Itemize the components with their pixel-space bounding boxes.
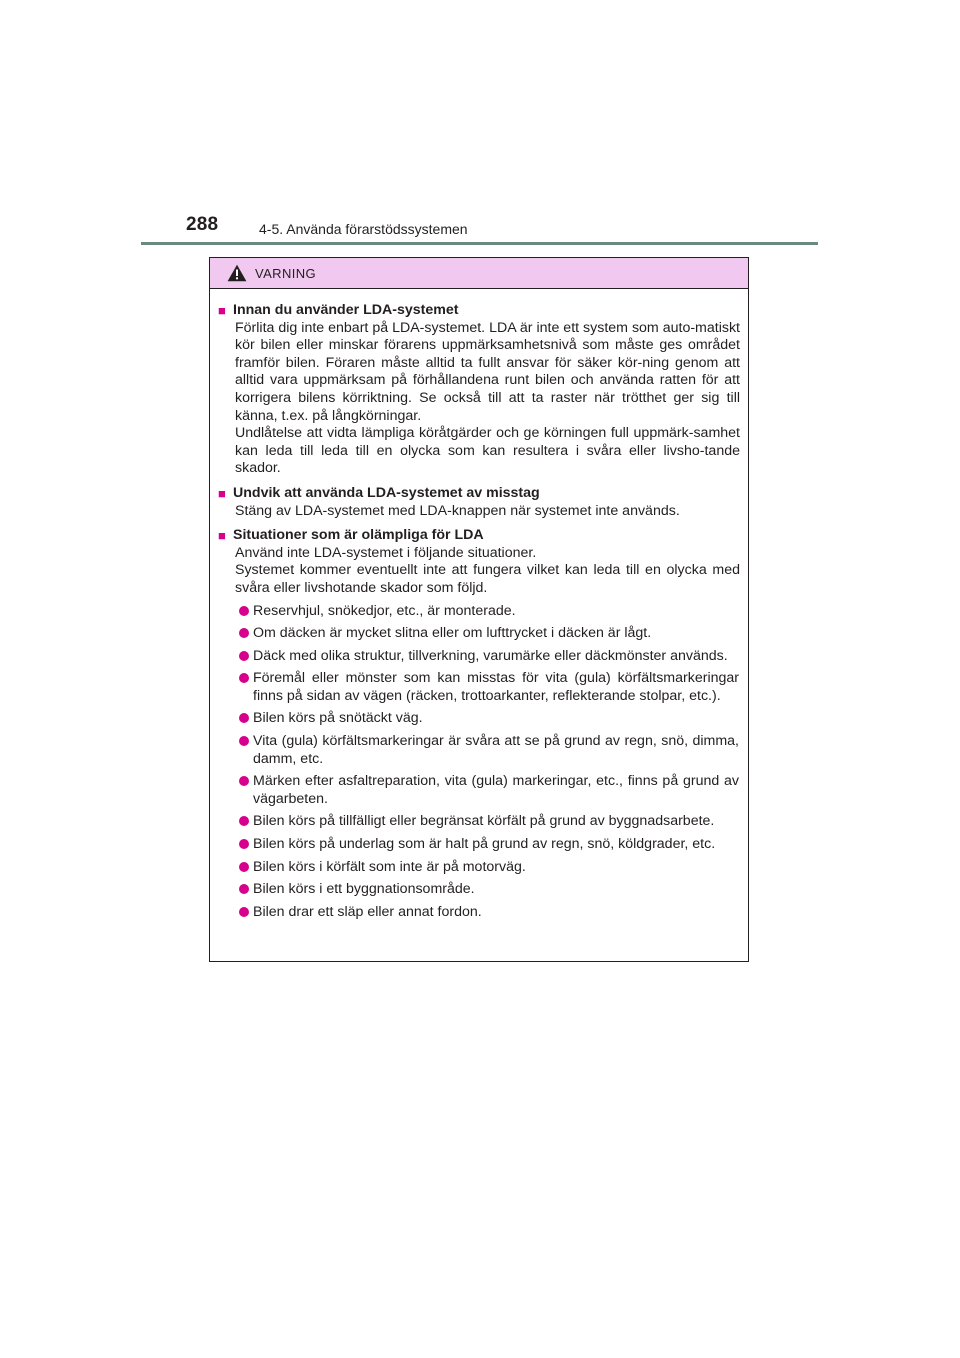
round-bullet-icon [238, 836, 253, 854]
list-item: Däck med olika struktur, tillverkning, varumärke eller däckmönster används. [235, 648, 740, 666]
list-item: Bilen körs på tillfälligt eller begränsat körfält på grund av byggnadsarbete. [235, 813, 740, 831]
warning-body [210, 289, 748, 921]
round-bullet-icon [238, 904, 253, 922]
section-heading: Situationer som är olämpliga för LDA [233, 527, 484, 544]
paragraph: Stäng av LDA-systemet med LDA-knappen när systemet inte används. [235, 502, 680, 519]
warning-box [209, 257, 749, 962]
paragraph: Förlita dig inte enbart på LDA-systemet. LDA är inte ett system som auto-matiskt kör bilen eller minskar förarens uppmärksamhetsnivå som måste ges området framför bilen. Föraren måste alltid ta fullt ansvar för säker kör-ning genom att alltid vara uppmärksam på förhållandena runt bilen och använda ratten för att korrigera bilens körriktning. Se också till att ta raster när trötthet ger sig till känna, t.ex. på långkörningar. [235, 319, 740, 424]
list-item: Föremål eller mönster som kan misstas för vita (gula) körfältsmarkeringar finns på sidan av vägen (räcken, trottoarkanter, reflekterande stolpar, etc.). [235, 670, 740, 705]
round-bullet-icon [238, 773, 253, 791]
warning-header [210, 258, 748, 289]
bullet-list [235, 603, 740, 922]
square-marker-icon: ■ [218, 303, 226, 318]
list-item: Bilen körs på underlag som är halt på grund av regn, snö, köldgrader, etc. [235, 836, 740, 854]
round-bullet-icon [238, 733, 253, 751]
list-item: Vita (gula) körfältsmarkeringar är svåra att se på grund av regn, snö, dimma, damm, etc. [235, 733, 740, 768]
square-marker-icon: ■ [218, 485, 226, 501]
list-item: Bilen körs i körfält som inte är på motorväg. [235, 859, 740, 877]
round-bullet-icon [238, 648, 253, 666]
square-marker-icon: ■ [218, 528, 226, 544]
section-unsuitable-situations [218, 527, 740, 921]
round-bullet-icon [238, 859, 253, 877]
section-heading: Undvik att använda LDA-systemet av misstag [233, 484, 540, 501]
round-bullet-icon [238, 813, 253, 831]
round-bullet-icon [238, 881, 253, 899]
round-bullet-icon [238, 625, 253, 643]
section-heading: Innan du använder LDA-systemet [233, 302, 459, 318]
header-rule [141, 242, 818, 245]
paragraph: Använd inte LDA-systemet i följande situationer. [235, 544, 537, 561]
page-number: 288 [186, 214, 219, 235]
section-title: 4-5. Använda förarstödssystemen [259, 221, 468, 237]
list-item: Märken efter asfaltreparation, vita (gula) markeringar, etc., finns på grund av vägarbeten. [235, 773, 740, 808]
list-item: Reservhjul, snökedjor, etc., är monterade. [235, 603, 740, 621]
warning-label: VARNING [255, 266, 317, 281]
warning-triangle-icon [227, 264, 247, 282]
paragraph: Systemet kommer eventuellt inte att fungera vilket kan leda till en olycka med svåra eller livshotande skador som följd. [235, 562, 740, 596]
section-before-using-lda [218, 302, 740, 478]
section-avoid-accidental-use [218, 485, 740, 520]
list-item: Om däcken är mycket slitna eller om lufttrycket i däcken är lågt. [235, 625, 740, 643]
list-item: Bilen körs i ett byggnationsområde. [235, 881, 740, 899]
round-bullet-icon [238, 603, 253, 621]
paragraph: Undlåtelse att vidta lämpliga köråtgärder och ge körningen full uppmärk-samhet kan leda till leda till en olycka som kan resultera i svåra eller livsho-tande skador. [235, 425, 740, 477]
list-item: Bilen körs på snötäckt väg. [235, 710, 740, 728]
list-item: Bilen drar ett släp eller annat fordon. [235, 904, 740, 922]
round-bullet-icon [238, 710, 253, 728]
round-bullet-icon [238, 670, 253, 688]
